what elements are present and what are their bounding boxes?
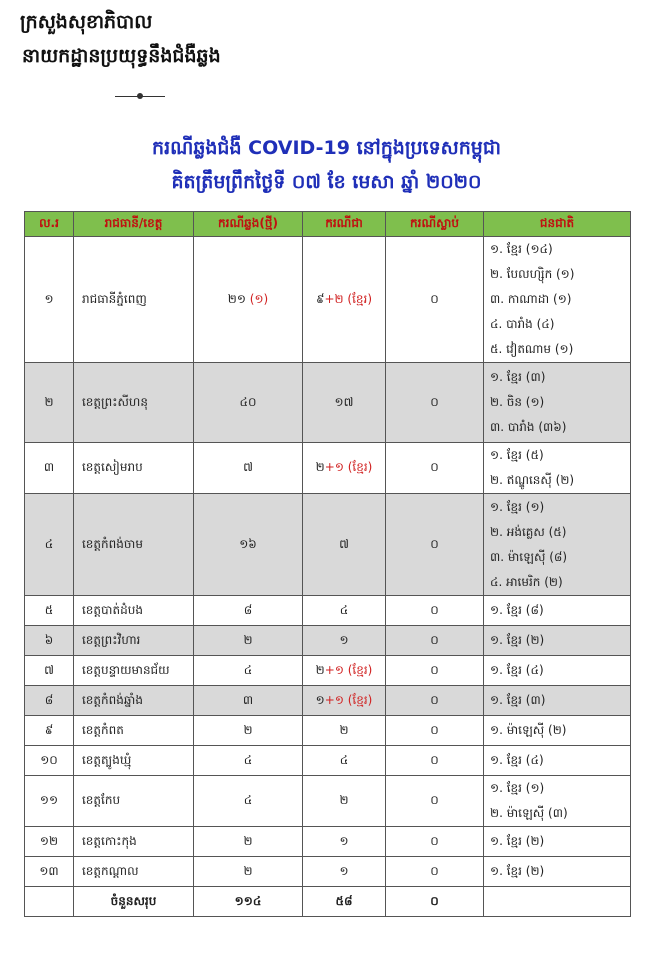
table-row [25, 237, 631, 363]
nationality-item: ៣. បារាំង (៣៦) [490, 420, 567, 434]
report-date: គិតត្រឹមព្រឹកថ្ងៃទី ០៧ ខែ មេសា ឆ្នាំ ២០២០ [171, 171, 482, 193]
table-row [25, 716, 631, 746]
cases-cell [194, 857, 303, 887]
cases-new: (១) [249, 291, 269, 306]
deaths-value: ០ [386, 686, 484, 716]
col-header-cases [194, 212, 303, 237]
nationality-item: ១. ខ្មែរ (៣) [490, 370, 546, 384]
row-number: ២ [25, 363, 74, 443]
cases-value: ៣ [242, 692, 254, 707]
total-cell-empty-end [484, 887, 631, 917]
department-name: នាយកដ្ឋានប្រយុទ្ធនឹងជំងឺឆ្លង [22, 45, 221, 67]
total-recovered: ៥៨ [303, 887, 386, 917]
row-number: ១៣ [25, 857, 74, 887]
cases-value: ២ [243, 722, 253, 737]
deaths-value: ០ [386, 857, 484, 887]
recovered-cell [303, 656, 386, 686]
table-row [25, 857, 631, 887]
cases-cell [194, 626, 303, 656]
nationality-item: ១. ម៉ាឡេស៊ី (២) [490, 723, 567, 737]
table-row [25, 776, 631, 827]
row-number: ៧ [25, 656, 74, 686]
nationality-item: ៤. បារាំង (៤) [490, 317, 555, 331]
recovered-cell [303, 363, 386, 443]
total-cases: ១១៤ [194, 887, 303, 917]
row-number: ១១ [25, 776, 74, 827]
province-name: ខេត្តកណ្ដាល [74, 857, 194, 887]
cases-cell [194, 827, 303, 857]
nationality-cell [484, 776, 631, 827]
recovered-value: ៤ [339, 752, 349, 767]
nationality-item: ២. ចិន (១) [490, 395, 545, 409]
nationality-item: ៥. វៀតណាម (១) [490, 342, 574, 356]
province-name: ខេត្តកំពង់ចាម [74, 494, 194, 596]
cases-cell [194, 776, 303, 827]
nationality-item: ៣. ម៉ាឡេស៊ី (៨) [490, 549, 568, 564]
deaths-value: ០ [386, 716, 484, 746]
col-header-no: ល.រ [25, 212, 74, 237]
recovered-cell [303, 596, 386, 626]
cases-value: ២ [243, 863, 253, 878]
recovered-cell [303, 494, 386, 596]
recovered-cell [303, 626, 386, 656]
nationality-item: ៣. កាណាដា (១) [490, 292, 572, 306]
nationality-item: ១. ខ្មែរ (៤) [490, 753, 544, 767]
recovered-extra: +១ (ខ្មែរ) [324, 692, 373, 707]
deaths-value: ០ [386, 494, 484, 596]
report-title: ករណីឆ្លងជំងឺ COVID-19 នៅក្នុងប្រទេសកម្ពុជា [152, 137, 501, 159]
cases-value: ៤ [243, 662, 253, 677]
nationality-item: ១. ខ្មែរ (២) [490, 834, 545, 848]
row-number: ៩ [25, 716, 74, 746]
cases-cell [194, 443, 303, 494]
nationality-item: ១. ខ្មែរ (៣) [490, 693, 546, 707]
cases-value: ៤ [243, 793, 253, 807]
cases-cell [194, 716, 303, 746]
decorative-divider [115, 93, 165, 99]
recovered-cell [303, 686, 386, 716]
recovered-cell [303, 827, 386, 857]
recovered-cell [303, 443, 386, 494]
nationality-cell [484, 746, 631, 776]
province-name: ខេត្តព្រះសីហនុ [74, 363, 194, 443]
recovered-value: ១ [315, 692, 325, 707]
recovered-value: ១ [339, 632, 349, 647]
table-row [25, 626, 631, 656]
cases-value: ៤ [243, 752, 253, 767]
col-header-province: រាជធានី/ខេត្ត [74, 212, 194, 237]
recovered-cell [303, 716, 386, 746]
table-row [25, 746, 631, 776]
col-header-recovered: ករណីជា [303, 212, 386, 237]
province-name: រាជធានីភ្នំពេញ [74, 237, 194, 363]
recovered-value: ២ [339, 793, 349, 807]
row-number: ៨ [25, 686, 74, 716]
row-number: ១ [25, 237, 74, 363]
nationality-item: ១. ខ្មែរ (៤) [490, 663, 544, 677]
cases-value: ១៦ [239, 536, 257, 551]
nationality-cell [484, 857, 631, 887]
cases-value: ៤០ [239, 394, 257, 409]
recovered-value: ២ [315, 662, 325, 677]
province-name: ខេត្តកំពង់ឆ្នាំង [74, 686, 194, 716]
recovered-cell [303, 776, 386, 827]
cases-value: ២ [243, 833, 253, 848]
province-name: ខេត្តព្រះវិហារ [74, 626, 194, 656]
row-number: ៦ [25, 626, 74, 656]
cases-value: ៧ [243, 460, 253, 474]
recovered-cell [303, 237, 386, 363]
cases-cell [194, 746, 303, 776]
recovered-cell [303, 746, 386, 776]
nationality-item: ២. អង់គ្លេស (៥) [490, 524, 567, 539]
nationality-item: ១. ខ្មែរ (២) [490, 633, 545, 647]
nationality-cell [484, 237, 631, 363]
recovered-cell [303, 857, 386, 887]
cases-cell [194, 656, 303, 686]
nationality-cell [484, 596, 631, 626]
row-number: ១២ [25, 827, 74, 857]
recovered-extra: +១ (ខ្មែរ) [324, 662, 373, 677]
table-row [25, 686, 631, 716]
nationality-cell [484, 443, 631, 494]
recovered-extra: +២ (ខ្មែរ) [324, 291, 373, 306]
nationality-cell [484, 656, 631, 686]
recovered-value: ៧ [339, 536, 349, 551]
nationality-cell [484, 626, 631, 656]
total-row [25, 887, 631, 917]
recovered-value: ២ [315, 460, 325, 474]
col-header-cases-label: ករណីឆ្លង [218, 216, 260, 230]
table-row [25, 827, 631, 857]
table-header-row [25, 212, 631, 237]
nationality-item: ២. ឥណ្ឌូនេស៊ី (២) [490, 473, 575, 487]
nationality-item: ១. ខ្មែរ (៨) [490, 603, 544, 617]
deaths-value: ០ [386, 776, 484, 827]
recovered-value: ១ [339, 833, 349, 848]
deaths-value: ០ [386, 746, 484, 776]
deaths-value: ០ [386, 656, 484, 686]
total-cell-empty [25, 887, 74, 917]
cases-value: ៨ [243, 602, 253, 617]
nationality-item: ១. ខ្មែរ (១) [490, 781, 545, 795]
table-row [25, 494, 631, 596]
cases-cell [194, 686, 303, 716]
province-name: ខេត្តត្បូងឃ្មុំ [74, 746, 194, 776]
deaths-value: ០ [386, 237, 484, 363]
cases-cell [194, 363, 303, 443]
recovered-value: ៤ [339, 602, 349, 617]
table-row [25, 443, 631, 494]
province-name: ខេត្តសៀមរាប [74, 443, 194, 494]
nationality-item: ៤. អាមេរិក (២) [490, 574, 563, 589]
nationality-cell [484, 686, 631, 716]
province-name: ខេត្តកោះកុង [74, 827, 194, 857]
table-row [25, 596, 631, 626]
cases-value: ២ [243, 632, 253, 647]
deaths-value: ០ [386, 443, 484, 494]
total-deaths: ០ [386, 887, 484, 917]
recovered-value: ១៧ [334, 394, 354, 409]
nationality-cell [484, 716, 631, 746]
nationality-item: ១. ខ្មែរ (៥) [490, 448, 544, 462]
deaths-value: ០ [386, 596, 484, 626]
nationality-item: ២. ម៉ាឡេស៊ី (៣) [490, 806, 568, 820]
total-label: ចំនួនសរុប [74, 887, 194, 917]
recovered-value: ៩ [315, 291, 325, 306]
nationality-cell [484, 827, 631, 857]
nationality-cell [484, 494, 631, 596]
province-name: ខេត្តបាត់ដំបង [74, 596, 194, 626]
province-name: ខេត្តកែប [74, 776, 194, 827]
cases-value: ២១ [227, 291, 246, 306]
col-header-cases-new: (ថ្មី) [259, 216, 278, 230]
table-row [25, 656, 631, 686]
row-number: ១០ [25, 746, 74, 776]
province-name: ខេត្តបន្ទាយមានជ័យ [74, 656, 194, 686]
covid-cases-table [24, 211, 631, 917]
col-header-deaths: ករណីស្លាប់ [386, 212, 484, 237]
deaths-value: ០ [386, 827, 484, 857]
cases-cell [194, 494, 303, 596]
cases-cell [194, 237, 303, 363]
cases-cell [194, 596, 303, 626]
recovered-value: ២ [339, 722, 349, 737]
table-row [25, 363, 631, 443]
nationality-item: ១. ខ្មែរ (២) [490, 864, 545, 878]
row-number: ៥ [25, 596, 74, 626]
deaths-value: ០ [386, 363, 484, 443]
recovered-value: ១ [339, 863, 349, 878]
col-header-nationality: ជនជាតិ [484, 212, 631, 237]
nationality-cell [484, 363, 631, 443]
recovered-extra: +១ (ខ្មែរ) [324, 460, 373, 474]
ministry-name: ក្រសួងសុខាភិបាល [20, 11, 153, 33]
row-number: ៤ [25, 494, 74, 596]
province-name: ខេត្តកំពត [74, 716, 194, 746]
nationality-item: ១. ខ្មែរ (១៤) [490, 242, 553, 256]
deaths-value: ០ [386, 626, 484, 656]
row-number: ៣ [25, 443, 74, 494]
nationality-item: ២. បែលហ្ស៊ិក (១) [490, 267, 575, 281]
nationality-item: ១. ខ្មែរ (១) [490, 499, 545, 514]
